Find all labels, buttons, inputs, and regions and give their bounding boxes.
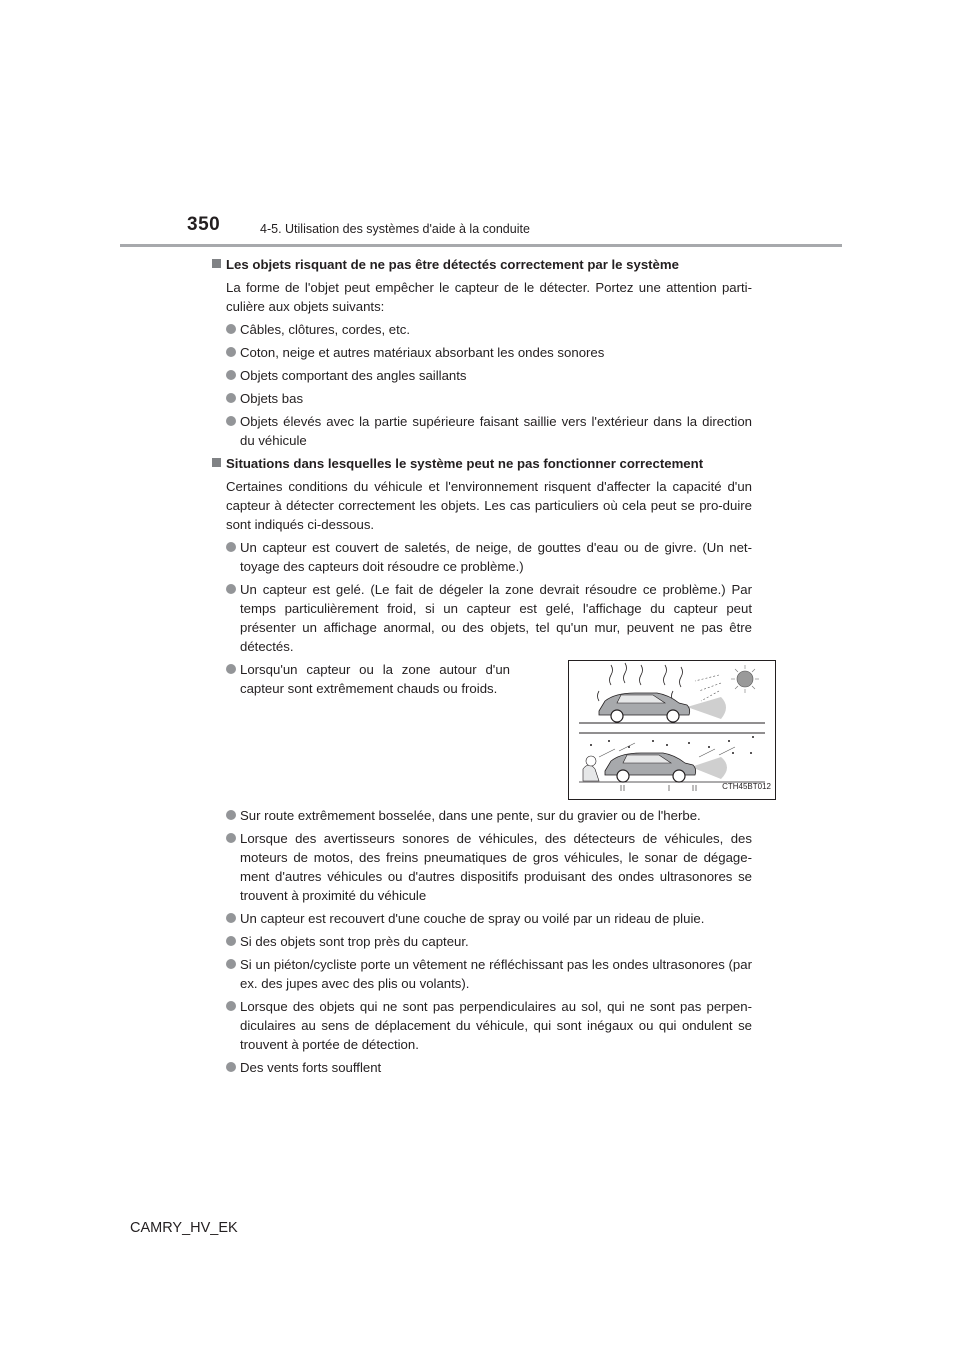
list-item [212,932,752,951]
list-item-text: Coton, neige et autres matériaux absorbant les ondes sonores [240,345,605,360]
heading-text: Situations dans lesquelles le système peut ne pas fonctionner correctement [226,456,704,471]
list-item [212,389,752,408]
list-item [212,909,752,928]
bullet-icon [226,584,236,594]
list-item-text: Lorsque des avertisseurs sonores de véhicules, des détecteurs de véhicules, des moteurs de motos, des freins pneumatiques de gros véhicules, le sonar de dégage-ment d'autres véhicules ou d'autres dispositifs produisant des ondes ultrasonores se trouvent à proximité du véhicule [240,831,752,903]
bullet-icon [226,324,236,334]
list-item [212,997,752,1054]
list-item-text: Des vents forts soufflent [240,1060,382,1075]
figure-code: CTH45BT012 [722,782,771,791]
list-item [212,829,752,905]
list-item [212,660,510,796]
bullet-icon [226,347,236,357]
list-item-text: Si un piéton/cycliste porte un vêtement ne réfléchissant pas les ondes ultrasonores (par ex. des jupes avec des plis ou volants). [240,957,752,991]
list-item-text: Objets bas [240,391,304,406]
bullet-icon [226,416,236,426]
list-item [212,412,752,450]
bullet-icon [226,936,236,946]
bullet-icon [226,810,236,820]
list-item-text: Objets comportant des angles saillants [240,368,467,383]
square-bullet-icon [212,458,221,467]
list-item-text: Un capteur est couvert de saletés, de neige, de gouttes d'eau ou de givre. (Un net-toyage des capteurs doit résoudre ce problème.) [240,540,752,574]
list-item-text: Lorsqu'un capteur ou la zone autour d'un capteur sont extrêmement chauds ou froids. [240,662,510,696]
list-item [212,538,752,576]
paragraph: La forme de l'objet peut empêcher le capteur de le détecter. Portez une attention parti-culière aux objets suivants: [226,280,752,314]
square-bullet-icon [212,259,221,268]
list-item [212,1058,752,1077]
list-item [212,320,752,339]
figure-row [212,660,771,800]
list-item-text: Un capteur est recouvert d'une couche de spray ou voilé par un rideau de pluie. [240,911,705,926]
list-item-text: Sur route extrêmement bosselée, dans une pente, sur du gravier ou de l'herbe. [240,808,701,823]
list-item [212,343,752,362]
heading-text: Les objets risquant de ne pas être détectés correctement par le système [226,257,679,272]
bullet-icon [226,370,236,380]
list-item [212,580,752,656]
page-number: 350 [187,214,221,235]
footer-model: CAMRY_HV_EK [130,1220,238,1236]
header-rule [120,244,842,247]
list-item-text: Un capteur est gelé. (Le fait de dégeler la zone devrait résoudre ce problème.) Par temps particulièrement froid, si un capteur est gelé, l'affichage du capteur peut présenter un affichage anormal, ou des objets, tel qu'un mur, peuvent ne pas être détectés. [240,582,752,654]
list-item [212,955,752,993]
bullet-icon [226,393,236,403]
list-item-text: Câbles, clôtures, cordes, etc. [240,322,411,337]
bullet-icon [226,913,236,923]
list-item [212,366,752,385]
list-item-text: Si des objets sont trop près du capteur. [240,934,469,949]
bullet-icon [226,1062,236,1072]
list-item [212,806,752,825]
bullet-icon [226,959,236,969]
section-heading [212,454,752,473]
illustration-hot-cold-sensor [568,660,776,800]
bullet-icon [226,664,236,674]
section-heading [212,255,752,274]
bullet-icon [226,833,236,843]
list-item-text: Lorsque des objets qui ne sont pas perpendiculaires au sol, qui ne sont pas perpen-diculaires au sens de déplacement du véhicule, qui sont inégaux ou qui ondulent se trouvent à portée de détection. [240,999,752,1052]
page-content [212,255,771,1081]
paragraph: Certaines conditions du véhicule et l'environnement risquent d'affecter la capacité d'un capteur à détecter correctement les objets. Les cas particuliers où cela peut se pro-duire sont indiqués ci-dessous. [226,479,752,532]
section-title: 4-5. Utilisation des systèmes d'aide à la conduite [260,222,530,236]
bullet-icon [226,1001,236,1011]
list-item-text: Objets élevés avec la partie supérieure faisant saillie vers l'extérieur dans la direction du véhicule [240,414,752,448]
bullet-icon [226,542,236,552]
